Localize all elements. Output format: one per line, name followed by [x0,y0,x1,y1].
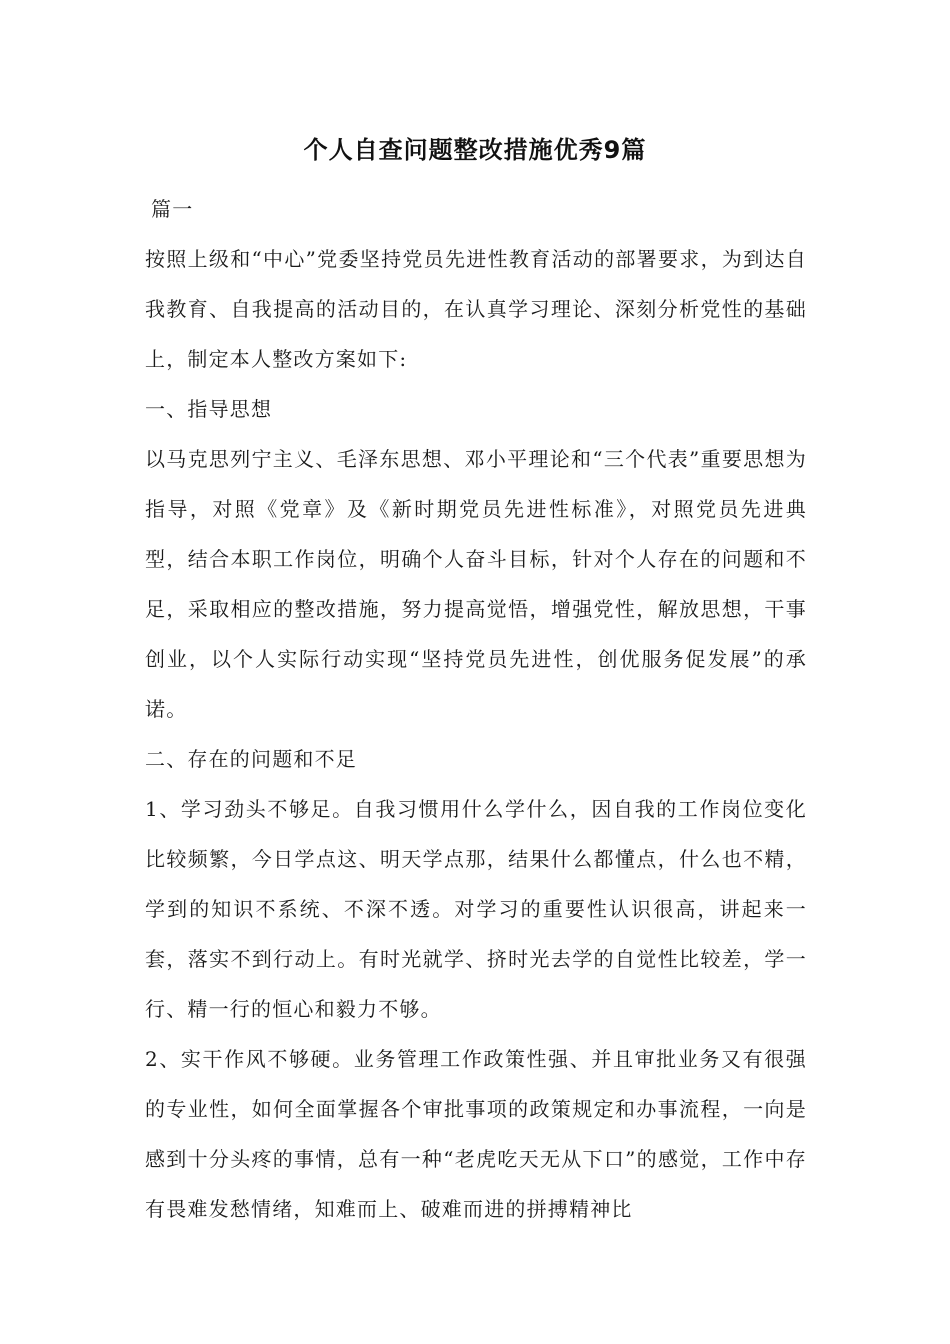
paragraph-problem-1: 1、学习劲头不够足。自我习惯用什么学什么，因自我的工作岗位变化比较频繁，今日学点这、明天学点那，结果什么都懂点，什么也不精，学到的知识不系统、不深不透。对学习的重要性认识很高，讲起来一套，落实不到行动上。有时光就学、挤时光去学的自觉性比较差，学一行、精一行的恒心和毅力不够。 [145,797,807,1021]
paragraph-intro: 按照上级和“中心”党委坚持党员先进性教育活动的部署要求，为到达自我教育、自我提高的活动目的，在认真学习理论、深刻分析党性的基础上，制定本人整改方案如下: [145,247,807,371]
section-heading-guiding-thought: 一、指导思想 [145,397,273,421]
paragraph-problem-2: 2、实干作风不够硬。业务管理工作政策性强、并且审批业务又有很强的专业性，如何全面掌握各个审批事项的政策规定和办事流程，一向是感到十分头疼的事情，总有一种“老虎吃天无从下口”的感觉，工作中存有畏难发愁情绪，知难而上、破难而进的拼搏精神比 [145,1047,807,1221]
section-heading-pian-1: 篇一 [151,197,194,221]
section-heading-problems: 二、存在的问题和不足 [145,747,357,771]
document-title: 个人自查问题整改措施优秀9篇 [303,136,647,164]
paragraph-guiding-thought: 以马克思列宁主义、毛泽东思想、邓小平理论和“三个代表”重要思想为指导，对照《党章》及《新时期党员先进性标准》，对照党员先进典型，结合本职工作岗位，明确个人奋斗目标，针对个人存在的问题和不足，采取相应的整改措施，努力提高觉悟，增强党性，解放思想，干事创业，以个人实际行动实现“坚持党员先进性，创优服务促发展”的承诺。 [145,447,807,721]
document-body [145,184,807,1234]
